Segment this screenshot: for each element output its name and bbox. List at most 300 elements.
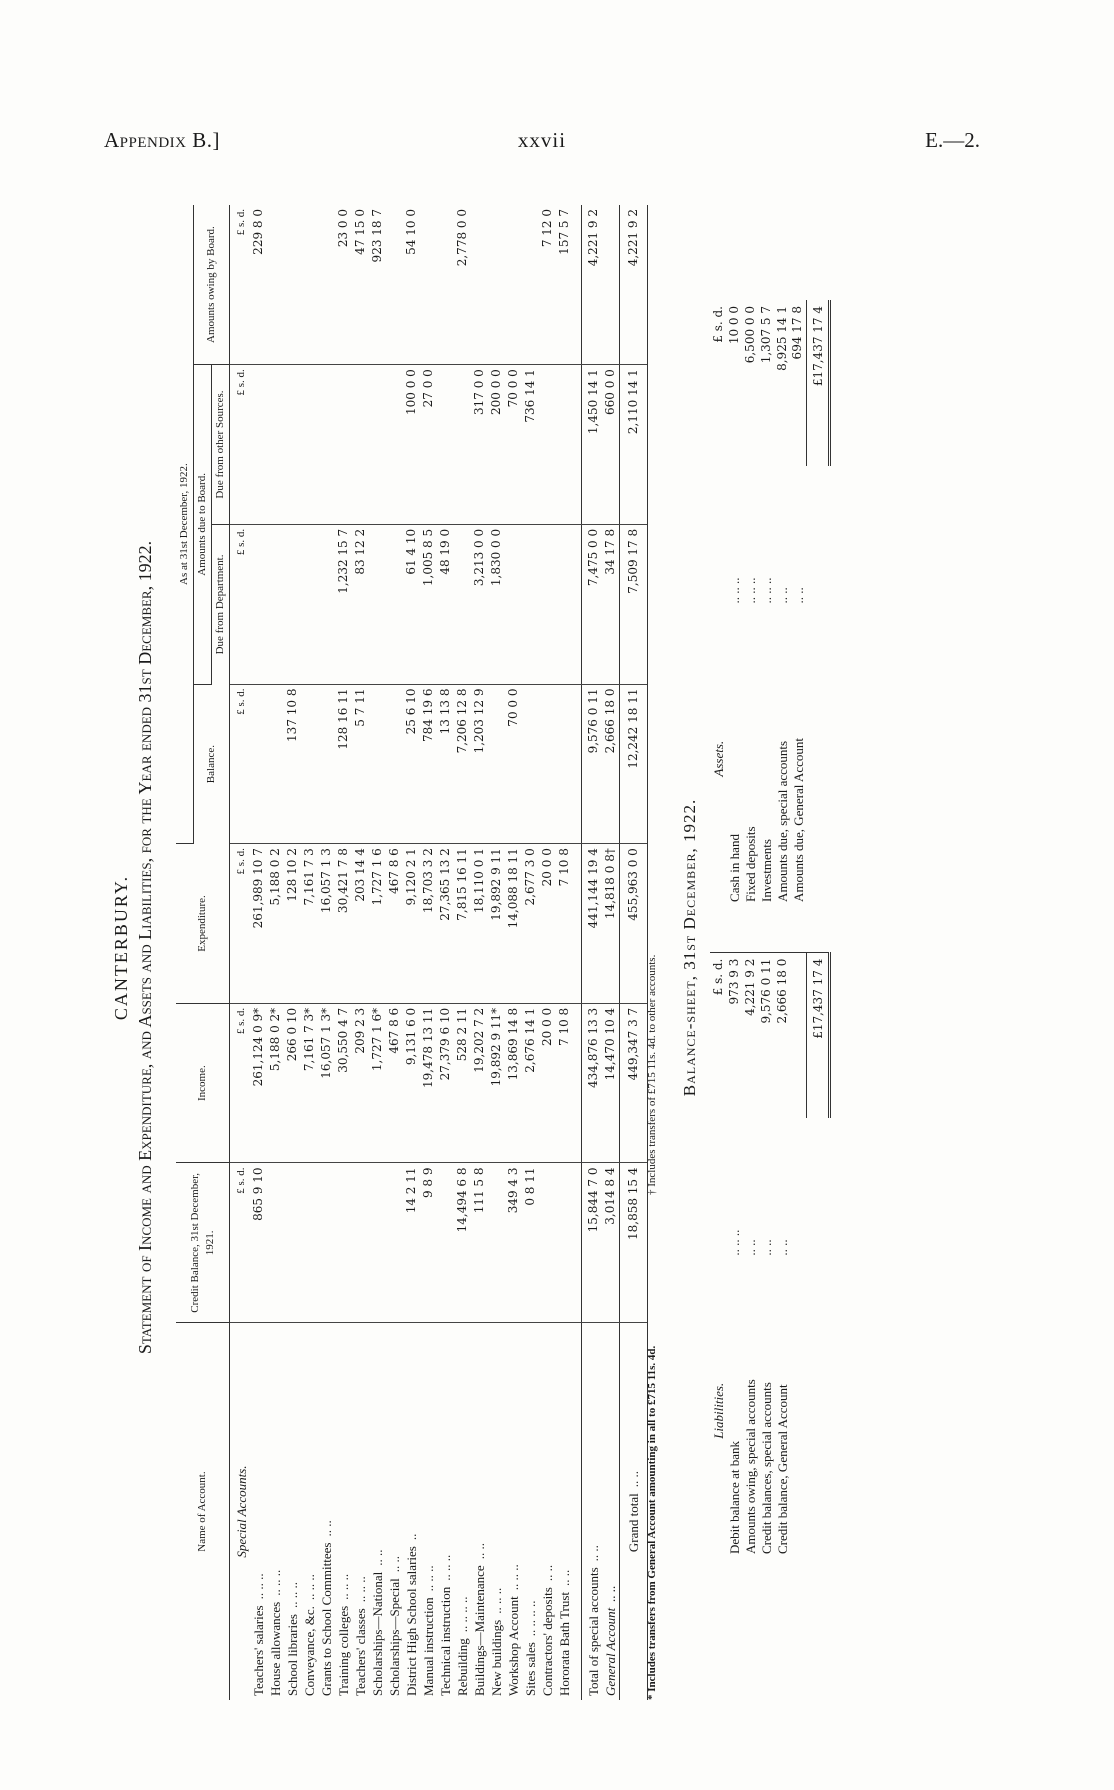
due-other-value [539, 365, 556, 525]
due-other-value: 27 0 0 [420, 365, 437, 525]
balance-value: 13 13 8 [437, 684, 454, 844]
balance-value: 784 19 6 [420, 684, 437, 844]
balance-value: 70 0 0 [505, 684, 522, 844]
credit-balance-value [488, 1163, 505, 1323]
credit-balance-value: 349 4 3 [505, 1163, 522, 1323]
col-header-balance: Balance. [194, 684, 230, 844]
account-name: House allowances [268, 1601, 283, 1696]
credit-balance-value [352, 1163, 369, 1323]
statement-title: Statement of Income and Expenditure, and Assets and Liabilities, for the Year ended 31st December, 1922. [135, 540, 155, 1355]
table-row [488, 205, 505, 1700]
expenditure-value: 7 10 8 [556, 844, 573, 1004]
due-department-value [369, 524, 386, 684]
due-department-value [301, 524, 318, 684]
table-row [539, 205, 556, 1700]
liability-total-spacer [806, 1262, 829, 1560]
account-name: Workshop Account [506, 1596, 521, 1696]
units-balance: £ s. d. [230, 684, 251, 844]
liability-name [790, 1262, 806, 1560]
liability-dots: .. .. [758, 1239, 774, 1256]
income-value: 467 8 6 [386, 1003, 403, 1163]
statement-table [176, 205, 648, 1700]
credit-balance-value [301, 1163, 318, 1323]
income-value: 209 2 3 [352, 1003, 369, 1163]
owing-value: 54 10 0 [403, 205, 420, 365]
due-department-value [318, 524, 335, 684]
liability-total-spacer2 [806, 1118, 829, 1262]
account-cell [250, 1323, 267, 1700]
expenditure-value: 441,144 19 4 [581, 844, 602, 1004]
leader-dots: .. .. .. [421, 1565, 436, 1592]
due-other-value [250, 365, 267, 525]
account-cell [335, 1323, 352, 1700]
balance-value [556, 684, 573, 844]
income-value: 266 0 10 [284, 1003, 301, 1163]
due-other-value [301, 365, 318, 525]
expenditure-value: 2,677 3 0 [522, 844, 539, 1004]
balance-value [267, 684, 284, 844]
liability-value: 973 9 3 [726, 958, 741, 1005]
account-cell [488, 1323, 505, 1700]
balance-value [386, 684, 403, 844]
owing-value [602, 205, 620, 365]
balance-value [522, 684, 539, 844]
table-row [386, 205, 403, 1700]
col-header-due-dept: Due from Department. [212, 524, 230, 684]
table-row [522, 205, 539, 1700]
column-divider [742, 908, 758, 952]
page-header [104, 128, 980, 158]
table-row [420, 205, 437, 1700]
owing-value [522, 205, 539, 365]
account-cell [301, 1323, 318, 1700]
balance-value: 128 16 11 [335, 684, 352, 844]
balance-value: 9,576 0 11 [581, 684, 602, 844]
credit-balance-value [556, 1163, 573, 1323]
balance-value: 25 6 10 [403, 684, 420, 844]
owing-value: 4,221 9 2 [581, 205, 602, 365]
owing-value [505, 205, 522, 365]
balance-value [250, 684, 267, 844]
credit-balance-value: 0 8 11 [522, 1163, 539, 1323]
credit-balance-value [539, 1163, 556, 1323]
due-other-value [454, 365, 471, 525]
owing-value: 47 15 0 [352, 205, 369, 365]
account-name: Conveyance, &c. [302, 1606, 317, 1696]
owing-value [420, 205, 437, 365]
account-cell [539, 1323, 556, 1700]
credit-balance-value: 14,494 6 8 [454, 1163, 471, 1323]
balance-sheet-body [710, 300, 829, 1560]
asset-dots: .. .. .. [758, 577, 774, 604]
credit-balance-value: 18,858 15 4 [619, 1163, 647, 1323]
col-header-amounts-due: Amounts due to Board. [194, 365, 212, 684]
table-row [335, 205, 352, 1700]
due-department-value [556, 524, 573, 684]
account-name: Sites sales [523, 1642, 538, 1696]
liability-dots [790, 1118, 806, 1262]
balance-sheet-title: Balance-sheet, 31st December, 1922. [680, 798, 699, 1097]
leader-dots: .. .. [387, 1556, 402, 1573]
column-divider [726, 908, 742, 952]
units-row [230, 205, 251, 1700]
leader-dots: .. .. [540, 1564, 555, 1582]
leader-dots: .. .. [319, 1520, 334, 1537]
balance-sheet-row [758, 300, 774, 1560]
income-value: 19,892 9 11* [488, 1003, 505, 1163]
assets-total: £17,437 17 4 [806, 300, 829, 466]
rotated-statement-page [110, 185, 980, 1710]
balance-sheet-row [790, 300, 806, 1560]
balance-value: 1,203 12 9 [471, 684, 488, 844]
expenditure-value: 455,963 0 0 [619, 844, 647, 1004]
due-other-value: 736 14 1 [522, 365, 539, 525]
account-name: New buildings [489, 1619, 504, 1696]
table-row [437, 205, 454, 1700]
due-other-value: 660 0 0 [602, 365, 620, 525]
due-other-value [556, 365, 573, 525]
account-name: School libraries [285, 1614, 300, 1696]
income-value: 2,676 14 1 [522, 1003, 539, 1163]
due-department-value: 34 17 8 [602, 524, 620, 684]
owing-value: 7 12 0 [539, 205, 556, 365]
balance-value: 137 10 8 [284, 684, 301, 844]
account-name: Buildings—Maintenance [472, 1565, 487, 1696]
income-value: 261,124 0 9* [250, 1003, 267, 1163]
account-cell [505, 1323, 522, 1700]
income-value: 14,470 10 4 [602, 1003, 620, 1163]
due-other-value [318, 365, 335, 525]
account-name: Total of special accounts [585, 1567, 601, 1696]
account-cell [454, 1323, 471, 1700]
leader-dots: .. .. .. [302, 1574, 317, 1601]
column-divider [774, 908, 790, 952]
statement-body [230, 205, 648, 1700]
liability-value: 9,576 0 11 [758, 958, 773, 1024]
table-row [352, 205, 369, 1700]
asset-value: 10 0 0 [726, 306, 741, 345]
leader-dots: .. .. .. [336, 1573, 351, 1600]
liability-name: Credit balance, General Account [774, 1384, 790, 1554]
account-cell [619, 1323, 647, 1700]
table-row [556, 205, 573, 1700]
account-name: Teachers' classes [353, 1608, 368, 1696]
expenditure-value: 467 8 6 [386, 844, 403, 1004]
section-label: Special Accounts. [234, 1465, 249, 1558]
account-cell [602, 1323, 620, 1700]
balance-sheet-row [742, 300, 758, 1560]
units-dept: £ s. d. [230, 524, 251, 684]
assets-units: £ s. d. [710, 306, 725, 343]
account-name: Grand total [625, 1493, 641, 1553]
asset-total-spacer2 [806, 466, 829, 610]
due-other-value: 2,110 14 1 [619, 365, 647, 525]
due-other-value: 317 0 0 [471, 365, 488, 525]
leader-dots: .. .. .. [438, 1554, 453, 1581]
balance-value: 7,206 12 8 [454, 684, 471, 844]
leader-dots: .. .. .. [268, 1569, 283, 1596]
due-department-value: 61 4 10 [403, 524, 420, 684]
due-other-value [284, 365, 301, 525]
due-other-value: 200 0 0 [488, 365, 505, 525]
income-value: 434,876 13 3 [581, 1003, 602, 1163]
expenditure-value: 14,088 18 11 [505, 844, 522, 1004]
balance-value [318, 684, 335, 844]
owing-value: 229 8 0 [250, 205, 267, 365]
account-name: General Account [602, 1607, 618, 1696]
assets-heading: Assets. [710, 740, 726, 777]
balance-sheet-total-row [806, 300, 829, 1560]
account-cell [403, 1323, 420, 1700]
leader-dots: .. .. [602, 1585, 618, 1602]
asset-dots: .. .. [790, 587, 806, 604]
owing-value [488, 205, 505, 365]
balance-value [539, 684, 556, 844]
balance-sheet-row [774, 300, 790, 1560]
liabilities-total: £17,437 17 4 [806, 952, 829, 1118]
column-divider [790, 908, 806, 952]
expenditure-value: 30,421 7 8 [335, 844, 352, 1004]
credit-balance-value: 111 5 8 [471, 1163, 488, 1323]
credit-balance-value [437, 1163, 454, 1323]
balance-value [369, 684, 386, 844]
balance-sheet-row [726, 300, 742, 1560]
expenditure-value: 5,188 0 2 [267, 844, 284, 1004]
owing-value [437, 205, 454, 365]
due-department-value [505, 524, 522, 684]
units-credit: £ s. d. [230, 1163, 251, 1323]
leader-dots: .. .. .. [285, 1582, 300, 1609]
expenditure-value: 20 0 0 [539, 844, 556, 1004]
expenditure-value: 1,727 1 6 [369, 844, 386, 1004]
due-department-value: 1,005 8 5 [420, 524, 437, 684]
table-row [369, 205, 386, 1700]
liabilities-heading: Liabilities. [710, 1382, 726, 1439]
income-value: 19,202 7 2 [471, 1003, 488, 1163]
table-row [250, 205, 267, 1700]
credit-balance-value [284, 1163, 301, 1323]
column-divider [758, 908, 774, 952]
expenditure-value: 19,892 9 11 [488, 844, 505, 1004]
due-other-value [267, 365, 284, 525]
account-name: Technical instruction [438, 1586, 453, 1696]
income-value: 16,057 1 3* [318, 1003, 335, 1163]
table-row [301, 205, 318, 1700]
due-department-value: 48 19 0 [437, 524, 454, 684]
owing-value [267, 205, 284, 365]
due-other-value [352, 365, 369, 525]
credit-balance-value [335, 1163, 352, 1323]
liability-value: 2,666 18 0 [774, 958, 789, 1024]
appendix-label: Appendix B.] [104, 128, 221, 152]
owing-value [386, 205, 403, 365]
credit-balance-value [369, 1163, 386, 1323]
due-department-value [454, 524, 471, 684]
due-other-value: 100 0 0 [403, 365, 420, 525]
col-header-name: Name of Account. [176, 1323, 230, 1700]
due-department-value [539, 524, 556, 684]
balance-sheet-table [710, 300, 831, 1560]
table-row [318, 205, 335, 1700]
table-row [471, 205, 488, 1700]
owing-value [301, 205, 318, 365]
income-value: 528 2 11 [454, 1003, 471, 1163]
account-cell [318, 1323, 335, 1700]
asset-value: 6,500 0 0 [742, 306, 757, 364]
liability-name: Amounts owing, special accounts [742, 1379, 758, 1554]
expenditure-value: 18,703 3 2 [420, 844, 437, 1004]
balance-value [301, 684, 318, 844]
account-cell [522, 1323, 539, 1700]
expenditure-value: 128 10 2 [284, 844, 301, 1004]
asset-name: Amounts due, General Account [790, 738, 806, 902]
account-name: Teachers' salaries [251, 1605, 266, 1696]
leader-dots: .. .. .. .. [455, 1596, 470, 1633]
owing-value: 23 0 0 [335, 205, 352, 365]
due-other-value [386, 365, 403, 525]
due-department-value [267, 524, 284, 684]
income-value: 1,727 1 6* [369, 1003, 386, 1163]
due-department-value [250, 524, 267, 684]
account-cell [386, 1323, 403, 1700]
leader-dots: .. [404, 1533, 419, 1541]
col-header-expenditure: Expenditure. [176, 844, 230, 1004]
leader-dots: .. .. [370, 1549, 385, 1566]
credit-balance-value: 865 9 10 [250, 1163, 267, 1323]
account-name: Scholarships—National [370, 1571, 385, 1696]
balance-value: 12,242 18 11 [619, 684, 647, 844]
due-other-value: 70 0 0 [505, 365, 522, 525]
owing-value: 4,221 9 2 [619, 205, 647, 365]
account-cell [267, 1323, 284, 1700]
region-title: CANTERBURY. [111, 874, 131, 1021]
asset-name: Fixed deposits [742, 826, 758, 902]
account-name: Manual instruction [421, 1597, 436, 1696]
report-code: E.—2. [925, 128, 980, 152]
credit-balance-value: 3,014 8 4 [602, 1163, 620, 1323]
asset-dots: .. .. .. [726, 577, 742, 604]
due-department-value [284, 524, 301, 684]
leader-dots: .. .. .. [489, 1587, 504, 1614]
expenditure-value: 16,057 1 3 [318, 844, 335, 1004]
expenditure-value: 7,161 7 3 [301, 844, 318, 1004]
expenditure-value: 203 14 4 [352, 844, 369, 1004]
due-department-value [386, 524, 403, 684]
leader-dots: .. .. .. [353, 1576, 368, 1603]
total-row [602, 205, 620, 1700]
grand-total-row [619, 205, 647, 1700]
account-name: Scholarships—Special [387, 1578, 402, 1696]
owing-value [318, 205, 335, 365]
units-owing: £ s. d. [230, 205, 251, 365]
liab-units: £ s. d. [710, 958, 725, 996]
account-cell [471, 1323, 488, 1700]
liability-dots: .. .. [774, 1239, 790, 1256]
expenditure-value: 14,818 0 8† [602, 844, 620, 1004]
table-row [267, 205, 284, 1700]
owing-value [284, 205, 301, 365]
asset-dots: .. .. .. [742, 577, 758, 604]
income-value: 9,131 6 0 [403, 1003, 420, 1163]
asset-name: Amounts due, special accounts [774, 740, 790, 902]
income-value: 7,161 7 3* [301, 1003, 318, 1163]
income-value: 30,550 4 7 [335, 1003, 352, 1163]
liability-dots: .. .. [742, 1239, 758, 1256]
credit-balance-value [267, 1163, 284, 1323]
liability-dots: .. .. .. [726, 1229, 742, 1256]
leader-dots: .. .. [557, 1569, 572, 1586]
col-header-as-at: As at 31st December, 1922. [176, 205, 194, 844]
income-value: 7 10 8 [556, 1003, 573, 1163]
liability-value [790, 952, 806, 1118]
account-name: Rebuilding [455, 1638, 470, 1696]
due-other-value [335, 365, 352, 525]
income-value: 5,188 0 2* [267, 1003, 284, 1163]
account-cell [369, 1323, 386, 1700]
column-divider [806, 908, 829, 952]
account-name: Training colleges [336, 1605, 351, 1696]
due-department-value: 1,232 15 7 [335, 524, 352, 684]
asset-value: 8,925 14 1 [774, 306, 789, 371]
col-header-owing: Amounts owing by Board. [194, 205, 230, 365]
account-name: Contractors' deposits [540, 1587, 555, 1696]
asset-value: 694 17 8 [790, 306, 805, 360]
income-value: 13,869 14 8 [505, 1003, 522, 1163]
asset-name: Cash in hand [726, 834, 742, 902]
owing-value: 2,778 0 0 [454, 205, 471, 365]
asset-dots: .. .. [774, 587, 790, 604]
leader-dots: .. .. [585, 1545, 601, 1562]
owing-value: 157 5 7 [556, 205, 573, 365]
leader-dots: .. .. [472, 1543, 487, 1560]
asset-value: 1,307 5 7 [758, 306, 773, 364]
units-income: £ s. d. [230, 1003, 251, 1163]
account-cell [437, 1323, 454, 1700]
due-department-value: 1,830 0 0 [488, 524, 505, 684]
col-header-due-other: Due from other Sources. [212, 365, 230, 525]
balance-value [488, 684, 505, 844]
due-other-value [369, 365, 386, 525]
due-department-value: 7,509 17 8 [619, 524, 647, 684]
account-name: Hororata Bath Trust [557, 1592, 572, 1696]
expenditure-value: 7,815 16 11 [454, 844, 471, 1004]
credit-balance-value [386, 1163, 403, 1323]
table-row [403, 205, 420, 1700]
due-department-value: 7,475 0 0 [581, 524, 602, 684]
table-row [454, 205, 471, 1700]
account-name: District High School salaries [404, 1546, 419, 1696]
leader-dots: .. .. .. [506, 1564, 521, 1591]
liability-value: 4,221 9 2 [742, 958, 757, 1016]
leader-dots: .. .. [625, 1471, 641, 1488]
owing-value [471, 205, 488, 365]
liability-name: Credit balances, special accounts [758, 1382, 774, 1554]
income-value: 27,379 6 10 [437, 1003, 454, 1163]
expenditure-value: 261,989 10 7 [250, 844, 267, 1004]
due-other-value [437, 365, 454, 525]
footnote-star: * Includes transfers from General Account amounting in all to £715 11s. 4d. [646, 1345, 658, 1700]
expenditure-value: 9,120 2 1 [403, 844, 420, 1004]
credit-balance-value: 9 8 9 [420, 1163, 437, 1323]
asset-total-spacer [806, 610, 829, 908]
leader-dots: .. .. .. .. [523, 1600, 538, 1637]
units-other: £ s. d. [230, 365, 251, 525]
footnote-dagger: † Includes transfers of £715 11s. 4d. to other accounts. [646, 954, 658, 1195]
account-name: Grants to School Committees [319, 1542, 334, 1696]
expenditure-value: 18,110 0 1 [471, 844, 488, 1004]
total-row [581, 205, 602, 1700]
leader-dots: .. .. .. [251, 1573, 266, 1600]
